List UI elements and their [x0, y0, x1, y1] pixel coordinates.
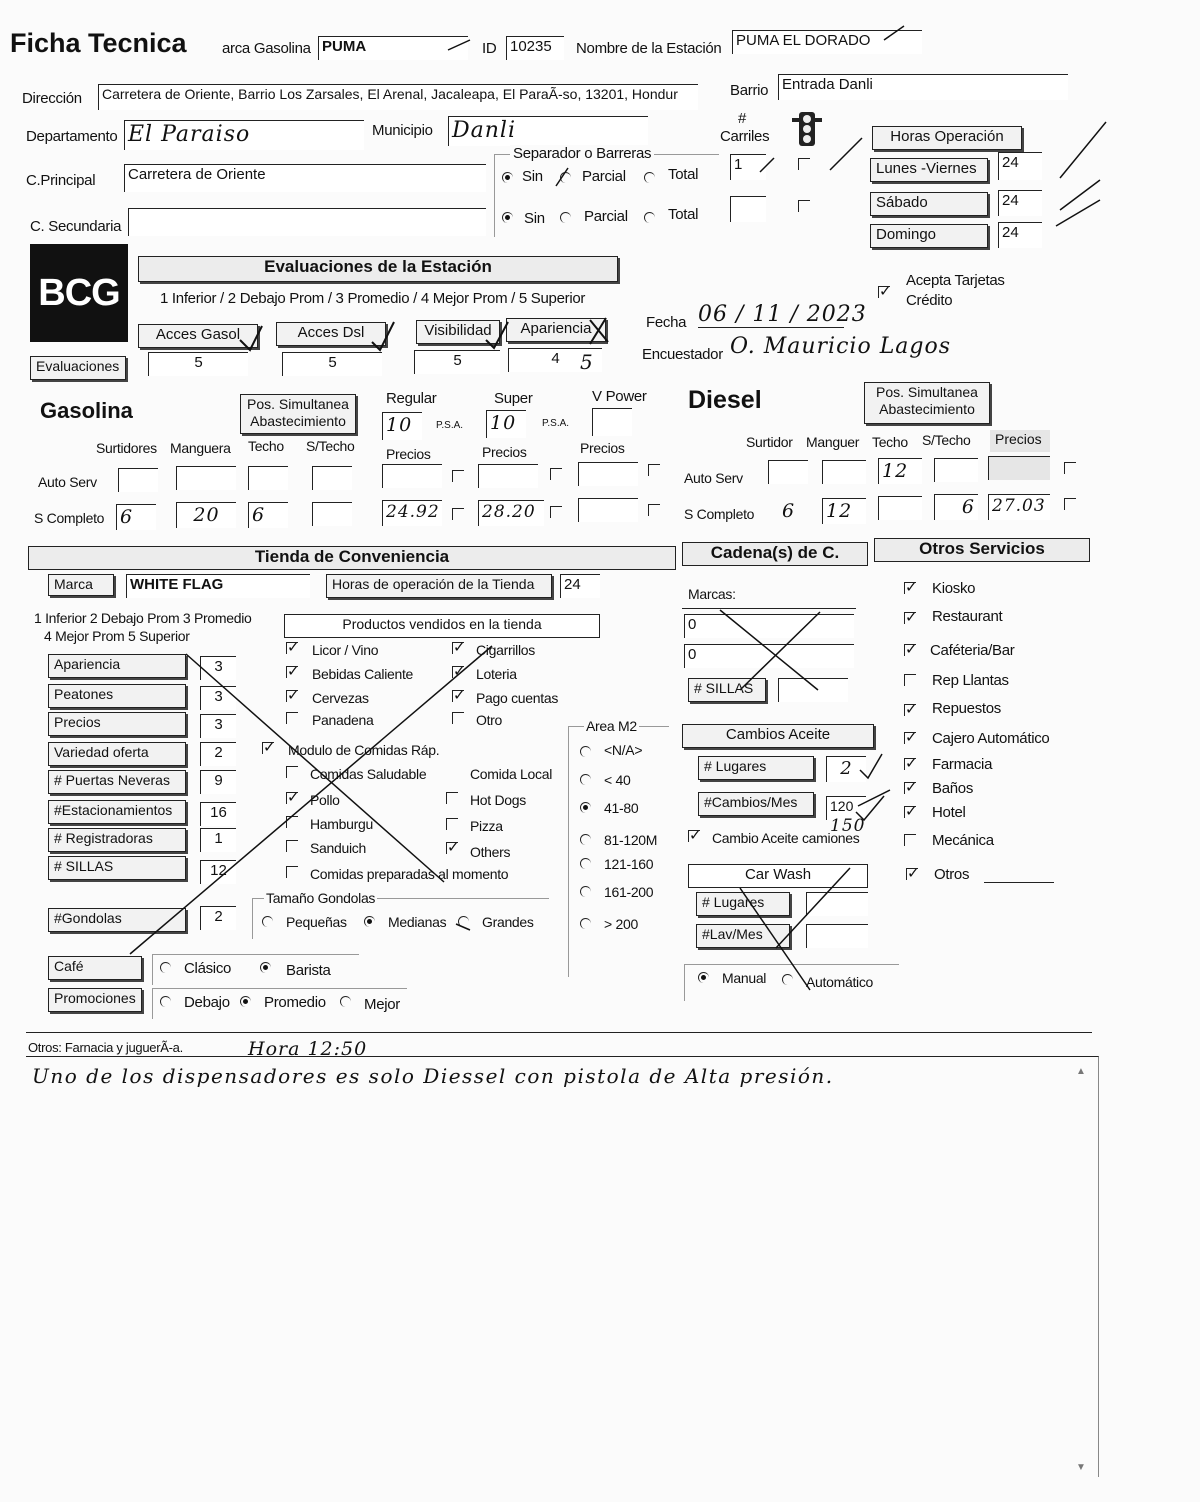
promo-debajo-label: Debajo [184, 994, 230, 1011]
horas-sabado-label: Sábado [870, 192, 988, 216]
svc-otros-label: Otros [934, 866, 970, 883]
cw-automatico-label: Automático [806, 974, 874, 990]
prod-cigarrillos-checkbox[interactable]: ✓ [453, 639, 466, 656]
local-others-label: Others [470, 844, 511, 860]
area-40-label: < 40 [604, 772, 631, 788]
comida-local-label: Comida Local [470, 766, 552, 782]
tamano-grandes-label: Grandes [482, 914, 534, 930]
rating-estacionamientos-label: #Estacionamientos [48, 800, 186, 824]
otros-servicios-title: Otros Servicios [874, 538, 1090, 562]
acces-gasol-label: Acces Gasol [138, 324, 258, 348]
svc-cajero-label: Cajero Automático [932, 730, 1050, 747]
prod-otro-label: Otro [476, 712, 503, 728]
rating-sillas-label: # SILLAS [48, 856, 186, 880]
acces-gasol-value[interactable]: 5 [148, 352, 248, 376]
fecha-label: Fecha [646, 314, 687, 331]
local-hotdogs-label: Hot Dogs [470, 792, 526, 808]
tamano-pequenas-label: Pequeñas [286, 914, 347, 930]
cw-manual-label: Manual [722, 970, 767, 986]
page-title: Ficha Tecnica [10, 28, 187, 58]
svc-repuestos-label: Repuestos [932, 700, 1002, 717]
bcg-logo-text: BCG [38, 272, 120, 314]
gas-sc-surtidores[interactable]: 6 [116, 504, 156, 530]
municipio-label: Municipio [372, 122, 433, 139]
gas-col-stecho: S/Techo [306, 438, 355, 454]
scroll-up-icon[interactable]: ▲ [1076, 1066, 1086, 1077]
c-principal-field[interactable]: Carretera de Oriente [124, 164, 486, 192]
notas-otros-label: Otros: Farnacia y juguerÃ-a. [28, 1040, 183, 1055]
comida-pollo-checkbox[interactable]: ✓ [287, 789, 300, 806]
principal-sin-label: Sin [522, 168, 543, 185]
prod-bebidas-checkbox[interactable]: ✓ [287, 663, 300, 680]
diesel-col-stecho: S/Techo [922, 432, 971, 448]
encuestador-value[interactable]: O. Mauricio Lagos [730, 334, 952, 359]
tienda-scale-2: 4 Mejor Prom 5 Superior [44, 628, 190, 644]
local-pizza-label: Pizza [470, 818, 503, 834]
svc-cajero-checkbox[interactable]: ✓ [905, 729, 918, 746]
gas-auto-serv-label: Auto Serv [38, 474, 97, 490]
cambio-camiones-label: Cambio Aceite camiones [712, 830, 860, 846]
barrio-field[interactable]: Entrada Danli [778, 74, 1068, 100]
area-41-80-label: 41-80 [604, 800, 639, 816]
acepta-tarjetas-checkbox[interactable]: ✓ [879, 283, 892, 300]
rating-peatones-label: Peatones [48, 684, 186, 708]
notes-textarea[interactable] [26, 1056, 1099, 1477]
horas-lunes-field[interactable]: 24 [998, 152, 1042, 180]
svc-banos-checkbox[interactable]: ✓ [905, 779, 918, 796]
diesel-col-techo: Techo [872, 434, 908, 450]
marca-gasolina-label: arca Gasolina [222, 40, 311, 57]
notes-top-border [26, 1032, 1092, 1033]
secundaria-total-label: Total [668, 206, 699, 223]
car-wash-title: Car Wash [688, 864, 868, 888]
cadenas-title: Cadena(s) de C. [682, 542, 868, 566]
separador-label: Separador o Barreras [510, 145, 654, 162]
gondolas-value[interactable]: 2 [200, 906, 236, 930]
gas-precios-super-label: Precios [482, 444, 527, 460]
svc-restaurant-label: Restaurant [932, 608, 1003, 625]
principal-parcial-label: Parcial [582, 168, 626, 185]
cafe-barista-label: Barista [286, 962, 331, 979]
prod-cigarrillos-label: Cigarrillos [476, 642, 535, 658]
tienda-scale-1: 1 Inferior 2 Debajo Prom 3 Promedio [34, 610, 252, 626]
gas-col-techo: Techo [248, 438, 284, 454]
modulo-comidas-checkbox[interactable]: ✓ [263, 739, 276, 756]
encuestador-label: Encuestador [642, 346, 723, 363]
rating-puertas-label: # Puertas Neveras [48, 770, 186, 794]
secundaria-parcial-label: Parcial [584, 208, 628, 225]
diesel-sc-precio[interactable]: 27.03 [988, 494, 1050, 520]
diesel-auto-serv-label: Auto Serv [684, 470, 743, 486]
id-label: ID [482, 40, 497, 57]
cambios-lugares-field[interactable]: 2 [826, 756, 866, 782]
vpower-label: V Power [592, 388, 647, 405]
prod-bebidas-label: Bebidas Caliente [312, 666, 414, 682]
credito-label: Crédito [906, 292, 953, 309]
gas-sc-precio-regular[interactable]: 24.92 [382, 500, 442, 526]
svc-kiosko-checkbox[interactable]: ✓ [905, 579, 918, 596]
tamano-medianas-label: Medianas [388, 914, 447, 930]
cw-lugares-label: # Lugares [696, 892, 790, 916]
prod-panaderia-label: Panadena [312, 712, 374, 728]
acces-dsl-value[interactable]: 5 [282, 352, 382, 376]
scroll-down-icon[interactable]: ▼ [1076, 1462, 1086, 1473]
prod-licor-checkbox[interactable]: ✓ [287, 639, 300, 656]
nombre-estacion-label: Nombre de la Estación [576, 40, 722, 57]
direccion-field[interactable]: Carretera de Oriente, Barrio Los Zarsales, El Arenal, Jacaleapa, El ParaÃ-so, 13201, Hondur [98, 84, 698, 110]
diesel-title: Diesel [688, 386, 762, 414]
gasolina-title: Gasolina [40, 398, 133, 423]
tamano-title: Tamaño Gondolas [266, 890, 376, 906]
prod-loteria-label: Loteria [476, 666, 517, 682]
diesel-s-completo-label: S Completo [684, 506, 755, 522]
evaluaciones-row-label: Evaluaciones [30, 356, 126, 380]
tienda-conveniencia-title: Tienda de Conveniencia [28, 546, 676, 570]
super-label: Super [494, 390, 533, 407]
area-161-200-label: 161-200 [604, 884, 654, 900]
rating-apariencia-label: Apariencia [48, 654, 186, 678]
rating-registradoras-value[interactable]: 1 [200, 828, 236, 852]
rating-precios-value[interactable]: 3 [200, 714, 236, 738]
direccion-label: Dirección [22, 90, 82, 107]
carriles-principal-field[interactable]: 1 [730, 154, 766, 180]
svc-mecanica-label: Mecánica [932, 832, 994, 849]
departamento-field[interactable]: El Paraiso [124, 120, 364, 150]
evaluaciones-title: Evaluaciones de la Estación [138, 256, 618, 282]
cafe-label: Café [48, 956, 142, 980]
gas-precios-vpower-label: Precios [580, 440, 625, 456]
secundaria-sin-label: Sin [524, 210, 545, 227]
notas-hora: Hora 12:50 [248, 1038, 368, 1060]
cambios-mes-corregido: 150 [830, 816, 866, 836]
rating-variedad-value[interactable]: 2 [200, 742, 236, 766]
tienda-marca-label: Marca [48, 574, 114, 596]
promo-promedio-label: Promedio [264, 994, 326, 1011]
area-na-label: <N/A> [604, 742, 643, 758]
cadena-marca-2[interactable]: 0 [684, 644, 854, 668]
prod-cervezas-label: Cervezas [312, 690, 369, 706]
rating-apariencia-value[interactable]: 3 [200, 656, 236, 680]
carriles-hash: # [738, 110, 747, 127]
svc-otros-checkbox[interactable]: ✓ [907, 865, 920, 882]
visibilidad-value[interactable]: 5 [414, 350, 500, 374]
acces-dsl-label: Acces Dsl [276, 322, 386, 346]
rating-registradoras-label: # Registradoras [48, 828, 186, 852]
rating-variedad-label: Variedad oferta [48, 742, 186, 766]
promo-mejor-label: Mejor [364, 996, 401, 1013]
svc-cafeteria-label: Caféteria/Bar [930, 642, 1015, 659]
apariencia-corregido: 5 [580, 350, 594, 374]
horas-lunes-label: Lunes -Viernes [870, 158, 988, 182]
rating-estacionamientos-value[interactable]: 16 [200, 802, 236, 826]
horas-domingo-label: Domingo [870, 224, 988, 248]
cadena-sillas-label: # SILLAS [688, 678, 766, 702]
marca-gasolina-field[interactable]: PUMA [318, 36, 468, 60]
gas-sc-precio-super[interactable]: 28.20 [478, 500, 544, 526]
svc-restaurant-checkbox[interactable]: ✓ [905, 609, 918, 626]
prod-loteria-checkbox[interactable]: ✓ [453, 663, 466, 680]
diesel-pos-text: Pos. Simultanea [876, 384, 978, 400]
prod-pago-label: Pago cuentas [476, 690, 559, 706]
barrio-label: Barrio [730, 82, 769, 99]
apariencia-value[interactable]: 4 [508, 348, 602, 372]
diesel-col-precios: Precios [990, 430, 1050, 452]
comida-sanduich-label: Sanduich [310, 840, 366, 856]
principal-total-label: Total [668, 166, 699, 183]
comida-hamburguesa-label: Hamburgu [310, 816, 373, 832]
cadena-marcas-label: Marcas: [688, 586, 736, 602]
gondolas-label: #Gondolas [48, 908, 186, 932]
svc-farmacia-checkbox[interactable]: ✓ [905, 755, 918, 772]
area-121-160-label: 121-160 [604, 856, 654, 872]
cambios-mes-label: #Cambios/Mes [698, 792, 814, 816]
cambios-mes-field[interactable]: 120 [826, 796, 866, 820]
visibilidad-label: Visibilidad [416, 320, 500, 344]
area-title: Area M2 [586, 718, 637, 734]
cafe-clasico-label: Clásico [184, 960, 232, 977]
diesel-as-techo[interactable]: 12 [878, 458, 922, 484]
fecha-value[interactable]: 06 / 11 / 2023 [698, 302, 867, 327]
productos-title: Productos vendidos en la tienda [284, 614, 600, 638]
gasolina-abast-text: Abastecimiento [250, 413, 346, 429]
svc-farmacia-label: Farmacia [932, 756, 993, 773]
diesel-sc-manguer[interactable]: 12 [822, 498, 866, 524]
c-secundaria-label: C. Secundaria [30, 218, 122, 235]
svc-hotel-label: Hotel [932, 804, 966, 821]
carriles-label: Carriles [720, 128, 770, 145]
cadena-marca-1[interactable]: 0 [684, 614, 854, 638]
evaluaciones-scale: 1 Inferior / 2 Debajo Prom / 3 Promedio / 4 Mejor Prom / 5 Superior [160, 290, 586, 307]
prod-pago-checkbox[interactable]: ✓ [453, 687, 466, 704]
horas-sabado-field[interactable]: 24 [998, 190, 1042, 216]
gas-col-surtidores: Surtidores [96, 440, 157, 456]
c-principal-label: C.Principal [26, 172, 96, 189]
gas-precios-regular-label: Precios [386, 446, 431, 462]
local-others-checkbox[interactable]: ✓ [447, 839, 460, 856]
gasolina-pos-text: Pos. Simultanea [247, 396, 349, 412]
gas-col-manguera: Manguera [170, 440, 231, 456]
modulo-comidas-label: Modulo de Comidas Ráp. [288, 742, 440, 758]
rating-peatones-value[interactable]: 3 [200, 686, 236, 710]
tienda-horas-label: Horas de operación de la Tienda [326, 574, 552, 598]
diesel-sc-surtidor[interactable]: 6 [782, 500, 796, 522]
gas-sc-techo[interactable]: 6 [248, 502, 288, 528]
rating-precios-label: Precios [48, 712, 186, 736]
prod-licor-label: Licor / Vino [312, 642, 379, 658]
apariencia-label: Apariencia [506, 318, 606, 342]
cambios-aceite-title: Cambios Aceite [682, 724, 874, 748]
super-psa-label: P.S.A. [542, 418, 570, 429]
horas-operacion-title: Horas Operación [872, 126, 1022, 150]
regular-label: Regular [386, 390, 437, 407]
tienda-horas-field[interactable]: 24 [560, 574, 600, 598]
municipio-field[interactable]: Danli [448, 116, 648, 146]
svc-hotel-checkbox[interactable]: ✓ [905, 803, 918, 820]
departamento-label: Departamento [26, 128, 118, 145]
tienda-marca-field[interactable]: WHITE FLAG [126, 574, 310, 598]
comidas-preparadas-label: Comidas preparadas al momento [310, 866, 509, 882]
notas-texto: Uno de los dispensadores es solo Diessel con pistola de Alta presión. [32, 1064, 834, 1088]
cw-lav-label: #Lav/Mes [696, 924, 790, 948]
diesel-abast-text: Abastecimiento [879, 401, 975, 417]
diesel-col-surtidor: Surtidor [746, 434, 793, 450]
svc-llantas-label: Rep Llantas [932, 672, 1009, 689]
comida-saludable-label: Comidas Saludable [310, 766, 427, 782]
nombre-estacion-field[interactable]: PUMA EL DORADO [732, 30, 922, 54]
svc-banos-label: Baños [932, 780, 974, 797]
area-200-label: > 200 [604, 916, 638, 932]
gas-s-completo-label: S Completo [34, 510, 105, 526]
promociones-label: Promociones [48, 988, 142, 1012]
gas-sc-manguera[interactable]: 20 [176, 502, 236, 528]
prod-cervezas-checkbox[interactable]: ✓ [287, 687, 300, 704]
svc-repuestos-checkbox[interactable]: ✓ [905, 701, 918, 718]
rating-puertas-value[interactable]: 9 [200, 770, 236, 794]
svc-cafeteria-checkbox[interactable]: ✓ [905, 641, 918, 658]
area-81-120-label: 81-120M [604, 832, 658, 848]
diesel-sc-stecho[interactable]: 6 [934, 494, 978, 520]
acepta-tarjetas-label: Acepta Tarjetas [906, 272, 1005, 289]
super-psa-field[interactable]: 10 [486, 410, 526, 438]
horas-domingo-field[interactable]: 24 [998, 222, 1042, 248]
regular-psa-field[interactable]: 10 [382, 412, 422, 440]
comida-pollo-label: Pollo [310, 792, 340, 808]
svc-kiosko-label: Kiosko [932, 580, 976, 597]
cambios-lugares-label: # Lugares [698, 756, 814, 780]
rating-sillas-value[interactable]: 12 [200, 860, 236, 884]
cambio-camiones-checkbox[interactable]: ✓ [689, 827, 702, 844]
diesel-col-manguer: Manguer [806, 434, 860, 450]
id-field[interactable]: 10235 [506, 36, 564, 60]
regular-psa-label: P.S.A. [436, 420, 464, 431]
